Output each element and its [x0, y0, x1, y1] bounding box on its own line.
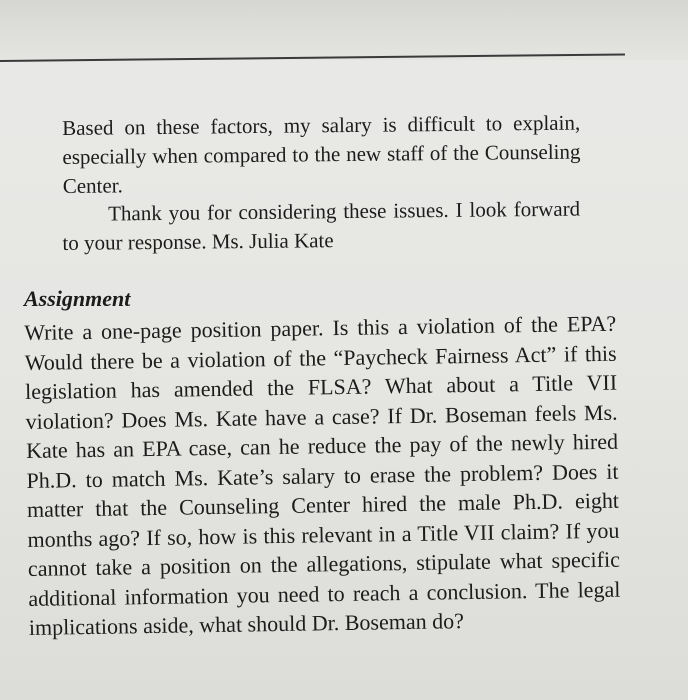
assignment-paragraph: Write a one-page position paper. Is this a violation of the EPA? Would there be a violation of the “Paycheck Fairness Act” if this legislation has amended the FLSA? What about a Title VII violation? Does Ms. Kate have a case? If Dr. Boseman feels Ms. Kate has an EPA case, can he reduce the pay of the newly hired Ph.D. to match Ms. Kate’s salary to erase the problem? Does it matter that the Counseling Center hired the male Ph.D. eight months ago? If so, how is this relevant in a Title VII claim? If you cannot take a position on the allegations, stipulate what specific additional information you need to reach a conclusion. The legal implications aside, what should Dr. Boseman do?: [24, 310, 621, 640]
letter-paragraph-2: Thank you for considering these issues. I look forward to your response. Ms. Julia Kate: [62, 196, 581, 255]
letter-paragraph-1: Based on these factors, my salary is difficult to explain, especially when compared to the new staff of the Counseling Center.: [62, 110, 581, 198]
section-heading-assignment: Assignment: [24, 286, 131, 311]
